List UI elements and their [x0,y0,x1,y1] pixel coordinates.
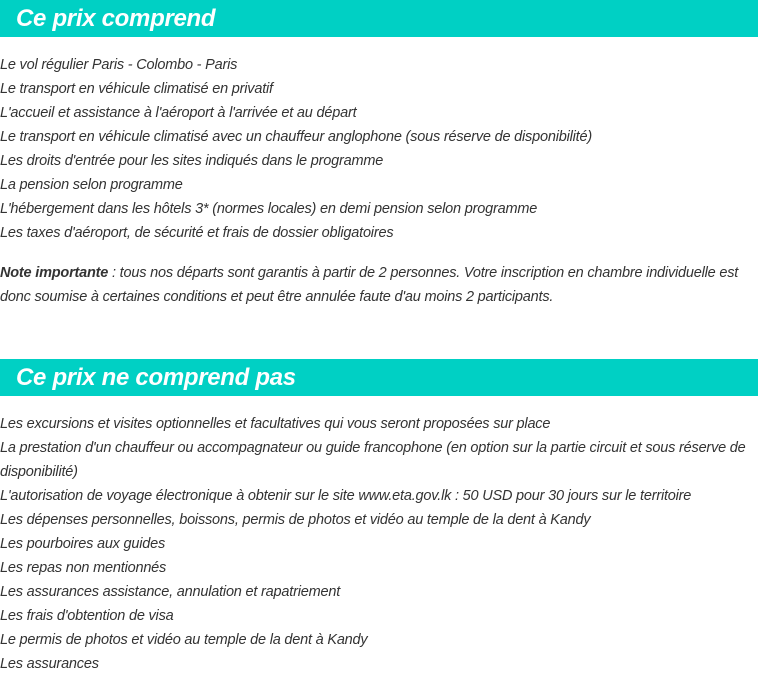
list-item: Les taxes d'aéroport, de sécurité et frais de dossier obligatoires [0,225,394,241]
list-item: Le permis de photos et vidéo au temple de la dent à Kandy [0,632,368,648]
list-item: Les dépenses personnelles, boissons, permis de photos et vidéo au temple de la dent à Kandy [0,512,591,528]
list-item: La pension selon programme [0,177,183,193]
excluded-section-header [0,359,758,396]
list-item: Les pourboires aux guides [0,536,166,552]
excluded-section-title: Ce prix ne comprend pas [16,364,296,391]
list-item: L'accueil et assistance à l'aéroport à l'arrivée et au départ [0,105,357,121]
list-item: L'hébergement dans les hôtels 3* (normes locales) en demi pension selon programme [0,201,538,217]
list-item: Le transport en véhicule climatisé avec un chauffeur anglophone (sous réserve de disponibilité) [0,129,592,145]
included-section-title: Ce prix comprend [16,5,216,32]
important-note [0,261,752,309]
list-item: Les excursions et visites optionnelles et facultatives qui vous seront proposées sur place [0,416,551,432]
list-item: Les assurances [0,656,99,672]
list-item: La prestation d'un chauffeur ou accompagnateur ou guide francophone (en option sur la partie circuit et sous réserve de disponibilité) [0,440,746,480]
included-section-header [0,0,758,37]
important-note-label: Note importante [0,265,109,281]
list-item: L'autorisation de voyage électronique à obtenir sur le site www.eta.gov.lk : 50 USD pour 30 jours sur le territoire [0,488,692,504]
list-item: Le transport en véhicule climatisé en privatif [0,81,273,97]
list-item: Les repas non mentionnés [0,560,167,576]
excluded-items-list [0,412,758,676]
list-item: Les frais d'obtention de visa [0,608,174,624]
important-note-text: : tous nos départs sont garantis à partir de 2 personnes. Votre inscription en chambre individuelle est donc soumise à certaines conditions et peut être annulée faute d'au moins 2 participants. [0,265,739,305]
list-item: Les droits d'entrée pour les sites indiqués dans le programme [0,153,384,169]
included-items-list [0,53,758,245]
list-item: Le vol régulier Paris - Colombo - Paris [0,57,238,73]
list-item: Les assurances assistance, annulation et rapatriement [0,584,341,600]
